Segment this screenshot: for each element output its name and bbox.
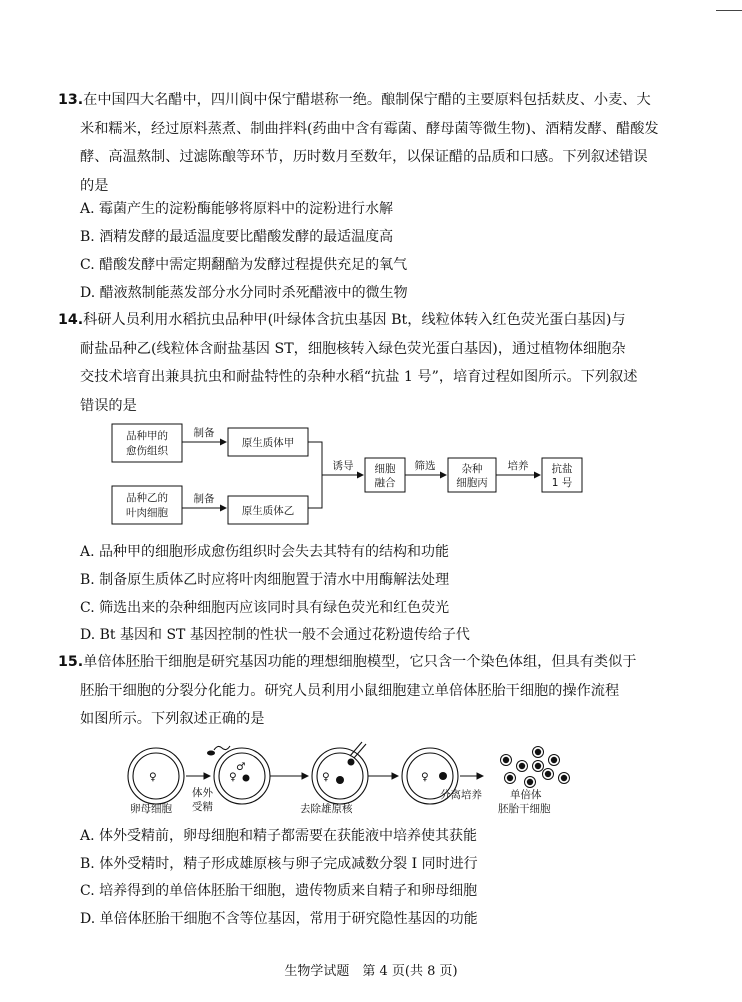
box-a-line-1: 品种甲的 xyxy=(126,430,168,442)
q13-option-b: B. 酒精发酵的最适温度要比醋酸发酵的最适温度高 xyxy=(80,229,394,245)
fusion-line-1: 细胞 xyxy=(374,463,396,475)
stem-cell-dot xyxy=(535,749,541,755)
egg-female-symbol: ♀ xyxy=(149,771,157,783)
final-line-1: 抗盐 xyxy=(551,463,573,475)
removal-female-symbol: ♀ xyxy=(322,771,330,783)
q15-process-diagram xyxy=(118,738,588,820)
result-label-line-1: 单倍体 xyxy=(510,789,542,801)
q13-stem-line-2: 米和糯米，经过原料蒸煮、制曲拌料(药曲中含有霉菌、酵母菌等微生物)、酒精发酵、醋酸发 xyxy=(80,120,659,137)
label-screen: 筛选 xyxy=(414,460,436,472)
question-13-stem xyxy=(58,86,698,200)
pipette-icon xyxy=(350,742,362,756)
label-induce: 诱导 xyxy=(332,460,354,472)
q14-flow-diagram xyxy=(100,418,600,534)
q15-option-a: A. 体外受精前，卵母细胞和精子都需要在获能液中培养使其获能 xyxy=(80,828,478,844)
stem-cell-dot xyxy=(507,775,513,781)
q14-stem-line-4: 错误的是 xyxy=(80,397,137,414)
haploid-nucleus xyxy=(439,772,447,780)
stem-cell-dot xyxy=(561,775,567,781)
haploid-female-symbol: ♀ xyxy=(421,771,429,783)
removal-nucleus xyxy=(336,776,344,784)
q13-option-d: D. 醋液熬制能蒸发部分水分同时杀死醋液中的微生物 xyxy=(80,285,408,301)
q13-stem-line-3: 酵、高温熬制、过滤陈酿等环节，历时数月至数年，以保证醋的品质和口感。下列叙述错误 xyxy=(80,149,648,165)
q15-stem-line-3: 如图所示。下列叙述正确的是 xyxy=(80,711,265,727)
question-15-number: 15. xyxy=(58,654,84,670)
zygote-male-symbol: ♂ xyxy=(236,761,246,773)
question-13-number: 13. xyxy=(58,92,84,108)
isolation-culture-label: 分离培养 xyxy=(440,789,482,801)
q14-option-c: C. 筛选出来的杂种细胞丙应该同时具有绿色荧光和红色荧光 xyxy=(80,600,450,616)
q13-stem-line-1: 在中国四大名醋中，四川阆中保宁醋堪称一绝。酿制保宁醋的主要原料包括麸皮、小麦、大 xyxy=(83,92,651,108)
stem-cell-dot xyxy=(527,779,533,785)
q14-stem-line-2: 耐盐品种乙(线粒体含耐盐基因 ST，细胞核转入绿色荧光蛋白基因)，通过植物体细胞杂 xyxy=(80,340,626,357)
egg-cell-label: 卵母细胞 xyxy=(130,803,172,815)
hybrid-line-2: 细胞丙 xyxy=(456,477,488,489)
hybrid-line-1: 杂种 xyxy=(461,463,483,475)
q14-stem-line-3: 交技术培育出兼具抗虫和耐盐特性的杂种水稻“抗盐 1 号”，培育过程如图所示。下列叙述 xyxy=(80,369,638,385)
protoplast-a-label: 原生质体甲 xyxy=(241,437,295,449)
protoplast-b-label: 原生质体乙 xyxy=(241,505,295,517)
page-footer: 生物学试题 第 4 页(共 8 页) xyxy=(284,964,458,979)
q15-stem-line-1: 单倍体胚胎干细胞是研究基因功能的理想细胞模型，它只含一个染色体组，但具有类似于 xyxy=(83,654,637,670)
zygote-cell-outer xyxy=(214,748,270,804)
stem-cell-dot xyxy=(519,763,525,769)
q15-option-c: C. 培养得到的单倍体胚胎干细胞，遗传物质来自精子和卵母细胞 xyxy=(80,883,478,899)
stem-cell-dot xyxy=(535,763,541,769)
stem-cell-dot xyxy=(551,757,557,763)
removed-pronucleus xyxy=(348,759,355,766)
label-culture: 培养 xyxy=(507,460,529,472)
ivf-label-line-1: 体外 xyxy=(192,787,213,799)
stem-cell-dot xyxy=(545,771,551,777)
result-label-line-2: 胚胎干细胞 xyxy=(498,803,551,815)
ivf-label-line-2: 受精 xyxy=(192,801,213,813)
sperm-tail-icon xyxy=(214,746,230,750)
q15-option-d: D. 单倍体胚胎干细胞不含等位基因，常用于研究隐性基因的功能 xyxy=(80,911,478,927)
q14-stem-line-1: 科研人员利用水稻抗虫品种甲(叶绿体含抗虫基因 Bt，线粒体转入红色荧光蛋白基因)与 xyxy=(83,312,626,328)
q15-option-b: B. 体外受精时，精子形成雄原核与卵子完成减数分裂 Ⅰ 同时进行 xyxy=(80,856,478,872)
question-14-stem xyxy=(58,306,698,420)
merge-bracket xyxy=(308,442,322,508)
box-a-line-2: 愈伤组织 xyxy=(126,445,168,457)
box-b-line-2: 叶肉细胞 xyxy=(126,507,168,519)
question-14-number: 14. xyxy=(58,312,84,328)
q13-stem-line-4: 的是 xyxy=(80,177,109,194)
q14-option-b: B. 制备原生质体乙时应将叶肉细胞置于清水中用酶解法处理 xyxy=(80,572,450,588)
q14-option-a: A. 品种甲的细胞形成愈伤组织时会失去其特有的结构和功能 xyxy=(80,544,450,560)
q14-option-d: D. Bt 基因和 ST 基因控制的性状一般不会通过花粉遗传给子代 xyxy=(80,627,470,643)
q15-stem-line-2: 胚胎干细胞的分裂分化能力。研究人员利用小鼠细胞建立单倍体胚胎干细胞的操作流程 xyxy=(80,682,620,699)
q13-option-a: A. 霉菌产生的淀粉酶能够将原料中的淀粉进行水解 xyxy=(80,201,394,217)
final-line-2: 1 号 xyxy=(551,477,573,489)
label-prep-a: 制备 xyxy=(193,427,215,439)
remove-pronucleus-label: 去除雄原核 xyxy=(300,803,353,815)
stem-cell-dot xyxy=(503,757,509,763)
zygote-cell-inner xyxy=(219,753,265,799)
question-15-stem xyxy=(58,648,698,734)
fusion-line-2: 融合 xyxy=(374,477,396,489)
sperm-head-icon xyxy=(207,751,215,756)
label-prep-b: 制备 xyxy=(193,493,215,505)
q13-option-c: C. 醋酸发酵中需定期翻醅为发酵过程提供充足的氧气 xyxy=(80,257,408,273)
zygote-male-pronucleus xyxy=(243,775,250,782)
box-b-line-1: 品种乙的 xyxy=(126,492,168,504)
top-edge-rule xyxy=(716,10,742,11)
zygote-female-symbol: ♀ xyxy=(229,771,237,783)
